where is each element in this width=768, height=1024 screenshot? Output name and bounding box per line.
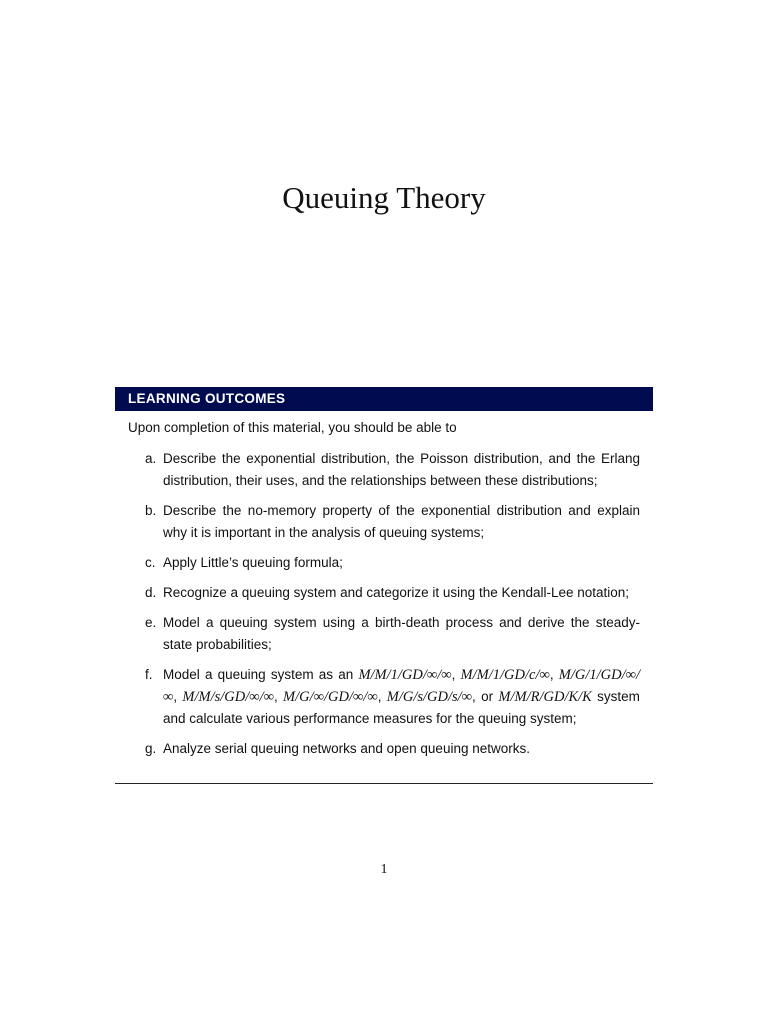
outcome-text: Recognize a queuing system and categorize it using the Kendall-Lee notation;: [163, 585, 630, 600]
outcome-label: c.: [145, 555, 156, 570]
queue-model-notation: M/M/1/GD/∞/∞: [358, 667, 452, 683]
learning-outcomes-list: [128, 448, 640, 768]
queue-model-notation: M/M/R/GD/K/K: [498, 689, 592, 705]
document-title: Queuing Theory: [282, 180, 486, 215]
outcome-text: Apply Little’s queuing formula;: [163, 555, 343, 570]
outcome-label: e.: [145, 615, 157, 630]
queue-model-notation: M/G/∞/GD/∞/∞: [283, 689, 378, 705]
outcome-label: a.: [145, 451, 157, 466]
outcome-item-b: [128, 500, 640, 544]
outcome-item-g: [128, 738, 640, 760]
outcome-item-e: [128, 612, 640, 656]
outcome-label: b.: [145, 503, 157, 518]
outcome-text: Describe the exponential distribution, the Poisson distribution, and the Erlang distribution, their uses, and the relationships between these distributions;: [163, 451, 640, 488]
outcome-label: f.: [145, 667, 153, 682]
outcome-item-f: f. Model a queuing system as an M/M/1/GD/∞/∞, M/M/1/GD/c/∞, M/G/1/GD/∞/∞, M/M/s/GD/∞/∞, M/G/∞/GD/∞/∞, M/G/s/GD/s/∞, or M/M/R/GD/K/K system and calculate various performance measures for the queuing system;: [128, 664, 640, 730]
outcome-text: Analyze serial queuing networks and open queuing networks.: [163, 741, 530, 756]
outcome-text-prefix: Model a queuing system as an: [163, 667, 354, 682]
queue-model-notation: M/M/s/GD/∞/∞: [182, 689, 274, 705]
queue-model-notation: M/G/s/GD/s/∞: [386, 689, 473, 705]
outcome-item-a: [128, 448, 640, 492]
learning-outcomes-intro: Upon completion of this material, you should be able to: [128, 420, 457, 435]
outcome-item-c: [128, 552, 640, 574]
outcome-item-d: [128, 582, 640, 604]
outcome-text-suffix: system and calculate various performance measures for the queuing system;: [163, 689, 640, 726]
page-number: 1: [380, 862, 388, 877]
queue-model-notation: M/M/1/GD/c/∞: [460, 667, 550, 683]
outcome-label: d.: [145, 585, 157, 600]
outcome-text: Model a queuing system using a birth-death process and derive the steady-state probabilities;: [163, 615, 640, 652]
outcome-text: Describe the no-memory property of the exponential distribution and explain why it is important in the analysis of queuing systems;: [163, 503, 640, 540]
outcome-text-connector: or: [481, 689, 494, 704]
section-bottom-rule: [115, 783, 653, 784]
queue-model-notation: M/G/1/GD/∞/∞: [163, 667, 640, 705]
outcome-label: g.: [145, 741, 157, 756]
learning-outcomes-header: LEARNING OUTCOMES: [115, 387, 653, 411]
